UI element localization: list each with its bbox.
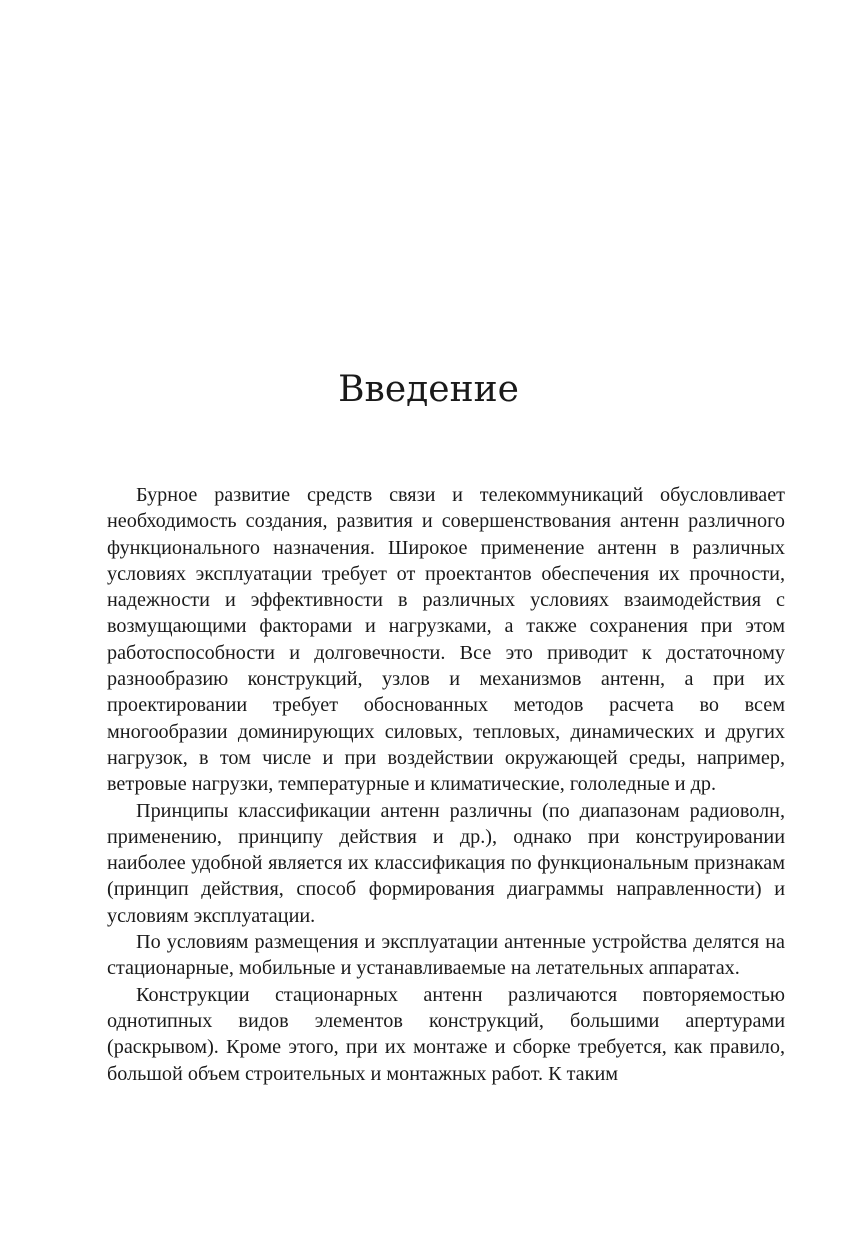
paragraph-3: По условиям размещения и эксплуатации антенные устройства делятся на стационарные, мобильные и устанавливаемые на летательных аппаратах. (107, 931, 785, 980)
paragraph-4: Конструкции стационарных антенн различаются повторяемостью однотипных видов элементов конструкций, большими апертурами (раскрывом). Кроме этого, при их монтаже и сборке требуется, как правило, большой объем строительных и монтажных работ. К таким (107, 983, 785, 1085)
body-text (107, 482, 785, 1087)
paragraph-1: Бурное развитие средств связи и телекоммуникаций обусловливает необходимость создания, развития и совершенствования антенн различного функционального назначения. Широкое применение антенн в различных условиях эксплуатации требует от проектантов обеспечения их прочности, надежности и эффективности в различных условиях взаимодействия с возмущающими факторами и нагрузками, а также сохранения при этом работоспособности и долговечности. Все это приводит к достаточному разнообразию конструкций, узлов и механизмов антенн, а при их проектировании требует обоснованных методов расчета во всем многообразии доминирующих силовых, тепловых, динамических и других нагрузок, в том числе и при воздействии окружающей среды, например, ветровые нагрузки, температурные и климатические, гололедные и др. (107, 484, 785, 796)
paragraph-2: Принципы классификации антенн различны (по диапазонам радиоволн, применению, принципу действия и др.), однако при конструировании наиболее удобной является их классификация по функциональным признакам (принцип действия, способ формирования диаграммы направленности) и условиям эксплуатации. (107, 799, 785, 927)
chapter-title: Введение (338, 369, 519, 410)
